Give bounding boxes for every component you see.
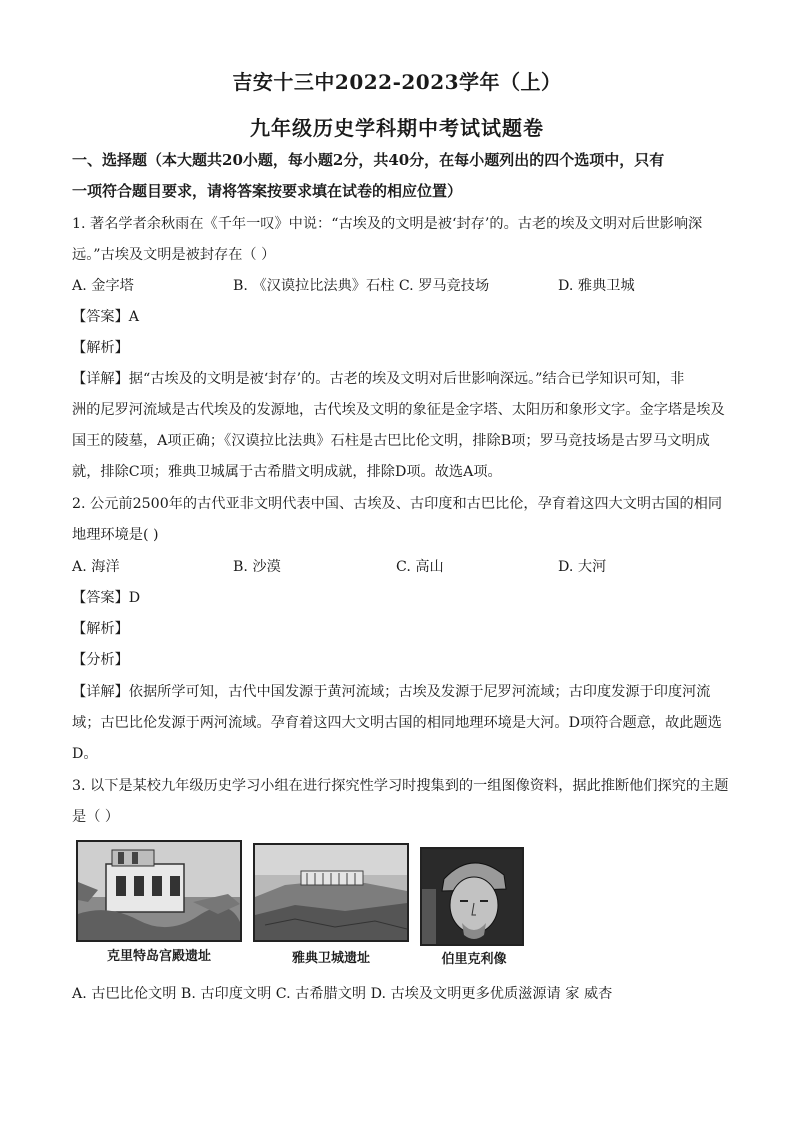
exam-title: 九年级历史学科期中考试试题卷	[250, 116, 544, 140]
q2-stem-line2: 地理环境是( )	[72, 527, 159, 543]
q1-detail-line1: 【详解】据“古埃及的文明是被‘封存’的。古老的埃及文明对后世影响深远。”结合已学知识可知，非	[72, 371, 685, 387]
caption-acropolis: 雅典卫城遗址	[291, 951, 370, 966]
q1-detail-line2: 洲的尼罗河流域是古代埃及的发源地，古代埃及文明的象征是金字塔、太阳历和象形文字。金字塔是埃及	[72, 402, 725, 418]
pericles-photo	[420, 847, 524, 946]
q2-option-a: A. 海洋	[72, 559, 120, 575]
acropolis-photo	[253, 843, 409, 942]
caption-crete-palace: 克里特岛宫殿遗址	[106, 949, 211, 964]
q1-detail-line4: 就，排除C项；雅典卫城属于古希腊文明成就，排除D项。故选A项。	[72, 464, 502, 480]
q2-option-d: D. 大河	[558, 559, 607, 575]
caption-pericles: 伯里克利像	[441, 952, 507, 967]
q2-detail-line1: 【详解】依据所学可知，古代中国发源于黄河流域；古埃及发源于尼罗河流域；古印度发源于印度河流	[72, 684, 711, 700]
q2-detail-line2: 域；古巴比伦发源于两河流域。孕育着这四大文明古国的相同地理环境是大河。D项符合题意，故此题选	[72, 715, 722, 731]
school-title: 吉安十三中2022-2023学年（上）	[232, 70, 562, 94]
section-instructions-line2: 一项符合题目要求，请将答案按要求填在试卷的相应位置）	[72, 182, 463, 200]
pericles-bust-illustration	[422, 849, 522, 944]
q2-detail-line3: D。	[72, 746, 98, 762]
q1-stem-line2: 远。”古埃及文明是被封存在（ ）	[72, 247, 276, 263]
q1-stem-line1: 1. 著名学者余秋雨在《千年一叹》中说：“古埃及的文明是被‘封存’的。古老的埃及文明对后世影响深	[72, 216, 703, 232]
section-instructions-line1: 一、选择题（本大题共20小题，每小题2分，共40分，在每小题列出的四个选项中，只有	[72, 151, 665, 169]
q2-answer: 【答案】D	[72, 590, 141, 606]
crete-palace-photo	[76, 840, 242, 942]
q1-detail-line3: 国王的陵墓，A项正确；《汉谟拉比法典》石柱是古巴比伦文明，排除B项；罗马竞技场是古罗马文明成	[72, 433, 710, 449]
q2-option-b: B. 沙漠	[233, 559, 281, 575]
palace-ruins-illustration	[78, 842, 240, 940]
q2-option-c: C. 高山	[396, 559, 444, 575]
q3-stem-line1: 3. 以下是某校九年级历史学习小组在进行探究性学习时搜集到的一组图像资料，据此推断他们探究的主题	[72, 778, 729, 794]
q2-fenxi-label: 【分析】	[72, 652, 129, 668]
q1-answer: 【答案】A	[72, 309, 139, 325]
q1-option-b-c: B. 《汉谟拉比法典》石柱 C. 罗马竞技场	[233, 278, 490, 294]
q3-stem-line2: 是（ ）	[72, 809, 120, 825]
acropolis-illustration	[255, 845, 407, 940]
q1-option-d: D. 雅典卫城	[558, 278, 635, 294]
q1-option-a: A. 金字塔	[72, 278, 134, 294]
q2-jiexi-label: 【解析】	[72, 621, 129, 637]
q3-options-line: A. 古巴比伦文明 B. 古印度文明 C. 古希腊文明 D. 古埃及文明更多优质滋源请 家 威杏	[72, 986, 613, 1002]
q2-stem-line1: 2. 公元前2500年的古代亚非文明代表中国、古埃及、古印度和古巴比伦，孕育着这四大文明古国的相同	[72, 496, 723, 512]
q1-jiexi-label: 【解析】	[72, 340, 129, 356]
